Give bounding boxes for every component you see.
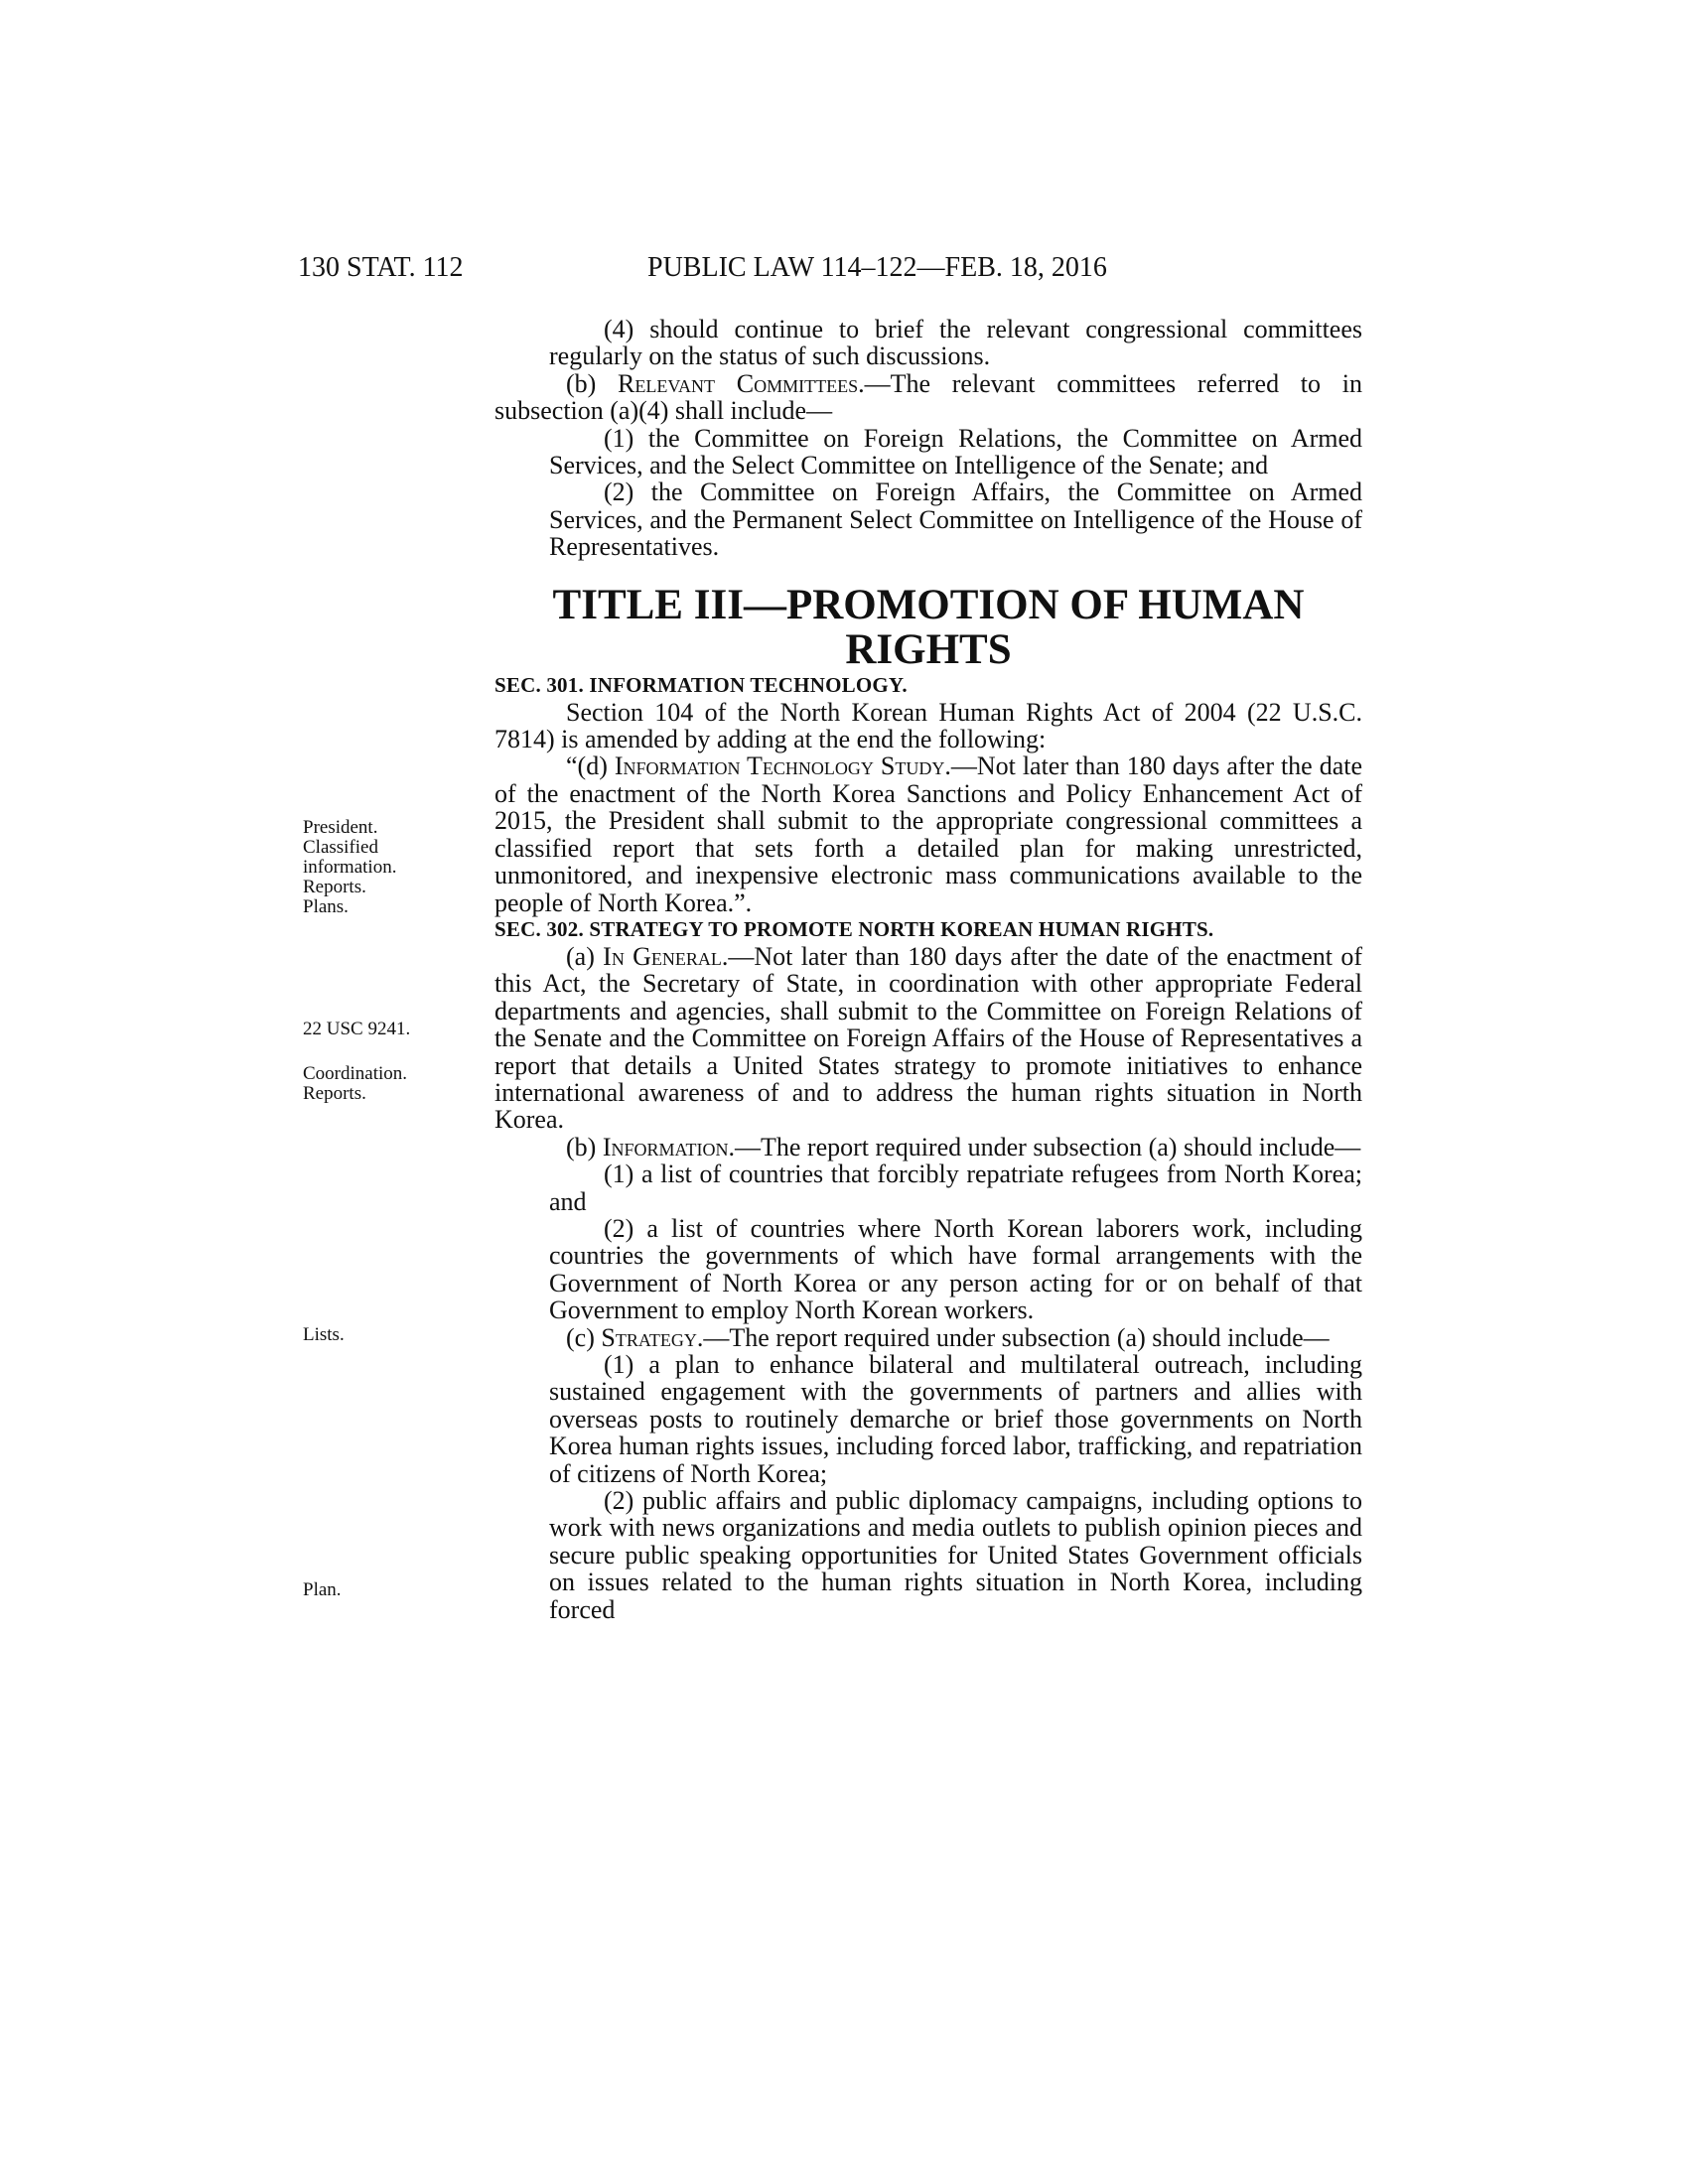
section-302-subsection-a [494,943,1362,1134]
margin-note-president [303,818,432,917]
subsection-label: (c) [566,1322,602,1352]
subsection-heading: Relevant Committees [618,368,859,398]
paragraph-302-c2: (2) public affairs and public diplomacy campaigns, including options to work with news organizations and media outlets to publish opinion pieces and secure public speaking opportunities for United States Government officials on issues related to the human rights situation in North Korea, including forced [549,1486,1362,1624]
margin-note-line: Plans. [303,896,349,917]
margin-note-lists: Lists. [303,1324,345,1345]
subsection-label: (b) [566,368,619,398]
subsection-text: .—Not later than 180 days after the date of the enactment of the North Korea Sanctions and Policy Enhancement Act of 2015, the President shall submit to the appropriate congressional committees a classified report that sets forth a detailed plan for making unrestricted, unmonitored, and inexpensive electronic mass communications available to the people of North Korea.”. [494,751,1363,917]
subsection-label: (a) [566,941,604,971]
public-law-header: PUBLIC LAW 114–122—FEB. 18, 2016 [647,252,1107,283]
margin-note-plan: Plan. [303,1579,342,1600]
title-line: TITLE III—PROMOTION OF HUMAN [552,581,1305,628]
statute-page-ref: 130 STAT. 112 [298,252,464,283]
section-301-intro: Section 104 of the North Korean Human Rights Act of 2004 (22 U.S.C. 7814) is amended by adding at the end the following: [494,697,1362,754]
paragraph-a4: (4) should continue to brief the relevant congressional committees regularly on the status of such discussions. [549,315,1362,371]
section-302-heading: SEC. 302. STRATEGY TO PROMOTE NORTH KOREAN HUMAN RIGHTS. [494,916,1214,941]
section-302-subsection-c [494,1324,1362,1351]
subsection-heading: In General [603,941,722,971]
margin-note-line: Reports. [303,1083,366,1104]
subsection-b [494,370,1362,425]
subsection-text: .—The report required under subsection (a) should include— [728,1132,1361,1161]
margin-note-line: Classified [303,837,378,858]
main-text-column [494,316,1362,1623]
paragraph-b2: (2) the Committee on Foreign Affairs, the Committee on Armed Services, and the Permanent Select Committee on Intelligence of the House of Representatives. [549,478,1362,562]
subsection-text: .—Not later than 180 days after the date of the enactment of this Act, the Secretary of State, in coordination with other appropriate Federal departments and agencies, shall submit to the Committee on Foreign Relations of the Senate and the Committee on Foreign Affairs of the House of Representatives a report that details a United States strategy to promote initiatives to enhance international awareness of and to address the human rights situation in North Korea. [494,941,1362,1135]
subsection-heading: Strategy [601,1322,697,1352]
paragraph-b1: (1) the Committee on Foreign Relations, the Committee on Armed Services, and the Select Committee on Intelligence of the Senate; and [549,423,1362,480]
paragraph-302-b1: (1) a list of countries that forcibly repatriate refugees from North Korea; and [549,1160,1362,1216]
section-302-subsection-b [494,1134,1362,1160]
subsection-text: .—The relevant committees referred to in subsection (a)(4) shall include— [494,368,1362,426]
section-301-heading: SEC. 301. INFORMATION TECHNOLOGY. [494,672,908,697]
paragraph-302-b2: (2) a list of countries where North Korean laborers work, including countries the governments of which have formal arrangements with the Government of North Korea or any person acting for or on behalf of that Government to employ North Korean workers. [549,1213,1362,1325]
paragraph-302-c1: (1) a plan to enhance bilateral and multilateral outreach, including sustained engagement with the governments of partners and allies with overseas posts to routinely demarche or brief those governments on North Korea human rights issues, including forced labor, trafficking, and repatriation of citizens of North Korea; [549,1350,1362,1488]
page-header [298,248,1211,288]
subsection-label: “(d) [566,751,615,781]
subsection-heading: Information [602,1132,729,1161]
subsection-label: (b) [566,1132,603,1161]
margin-note-usc: 22 USC 9241. [303,1019,411,1039]
subsection-text: .—The report required under subsection (a) should include— [696,1322,1330,1352]
margin-note-coordination [303,1064,432,1104]
margin-note-line: Reports. [303,877,366,897]
subsection-heading: Information Technology Study [614,751,945,781]
title-heading [494,583,1362,672]
margin-note-line: information. [303,857,397,878]
margin-note-line: President. [303,817,378,838]
title-line: RIGHTS [845,625,1012,673]
margin-note-line: Coordination. [303,1063,408,1084]
section-301-subsection-d [494,752,1362,915]
